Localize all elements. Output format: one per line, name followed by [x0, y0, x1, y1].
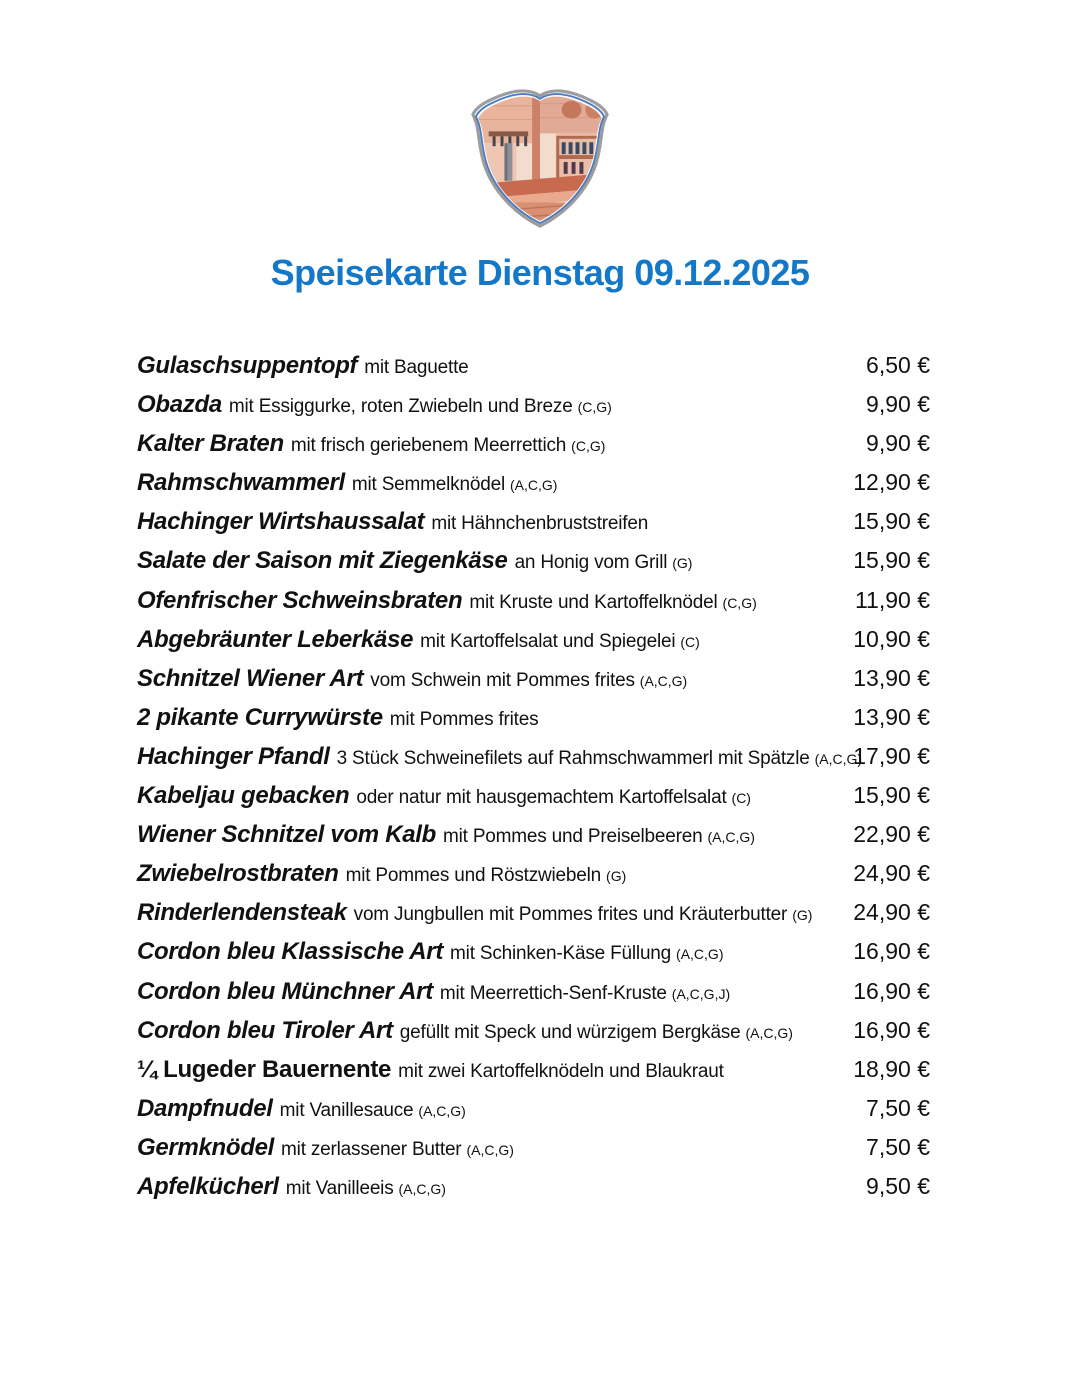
menu-list	[137, 346, 930, 1206]
dish-description: mit Kruste und Kartoffelknödel	[469, 591, 718, 613]
menu-item-row	[137, 698, 930, 737]
dish-description: mit Meerrettich-Senf-Kruste	[439, 982, 667, 1004]
dish-description: mit Baguette	[364, 357, 469, 378]
dish-price: 16,90 €	[853, 1016, 930, 1043]
dish-name: Germknödel	[137, 1133, 275, 1161]
allergen-codes: (C,G)	[577, 399, 612, 416]
dish-price: 9,90 €	[866, 430, 930, 457]
menu-item-row	[137, 972, 930, 1011]
dish-name: Salate der Saison mit Ziegenkäse	[137, 547, 508, 575]
menu-item-text	[137, 776, 751, 818]
allergen-codes: (A,C,G)	[398, 1180, 446, 1197]
dish-description: mit Vanillesauce	[279, 1099, 414, 1121]
dish-name: Hachinger Wirtshaussalat	[137, 508, 425, 536]
dish-name: Kalter Braten	[137, 430, 284, 458]
dish-name: Cordon bleu Tiroler Art	[137, 1016, 393, 1044]
menu-item-text	[137, 1128, 514, 1170]
menu-item-row	[137, 776, 930, 815]
menu-item-text	[137, 346, 469, 388]
menu-item-row	[137, 659, 930, 698]
allergen-codes: (C)	[680, 633, 700, 650]
menu-item-text	[137, 581, 757, 623]
menu-item-text	[137, 1050, 724, 1092]
allergen-codes: (A,C,G)	[418, 1102, 466, 1119]
menu-item-text	[137, 385, 612, 427]
dish-description: mit Pommes und Röstzwiebeln	[345, 865, 602, 887]
dish-name: Ofenfrischer Schweinsbraten	[137, 586, 463, 614]
dish-price: 18,90 €	[853, 1055, 930, 1082]
allergen-codes: (G)	[792, 907, 813, 924]
dish-description: 3 Stück Schweinefilets auf Rahmschwammerl mit Spätzle	[336, 747, 810, 769]
dish-description: mit Hähnchenbruststreifen	[431, 513, 649, 535]
dish-price: 9,50 €	[866, 1172, 930, 1199]
menu-item-row	[137, 1128, 930, 1167]
crest-shield-icon	[457, 86, 623, 234]
dish-name: Rahmschwammerl	[137, 469, 345, 497]
menu-item-text	[137, 1011, 793, 1053]
dish-name: Schnitzel Wiener Art	[137, 664, 364, 692]
dish-price: 9,90 €	[866, 391, 930, 418]
menu-item-text	[137, 620, 700, 662]
allergen-codes: (A,C,G)	[509, 477, 558, 494]
menu-item-text	[137, 424, 605, 466]
menu-item-row	[137, 1167, 930, 1206]
menu-item-text	[137, 659, 687, 701]
dish-description: mit Schinken-Käse Füllung	[450, 943, 672, 965]
allergen-codes: (C,G)	[571, 438, 606, 455]
menu-item-text	[137, 972, 730, 1014]
menu-item-text	[137, 932, 724, 974]
dish-name: Gulaschsuppentopf	[137, 352, 358, 379]
menu-item-text	[137, 1167, 446, 1209]
dish-description: vom Schwein mit Pommes frites	[370, 669, 635, 691]
dish-price: 24,90 €	[853, 899, 930, 926]
menu-item-row	[137, 541, 930, 580]
menu-item-text	[137, 463, 557, 505]
dish-price: 24,90 €	[853, 860, 930, 887]
dish-price: 15,90 €	[853, 508, 930, 535]
menu-item-row	[137, 1050, 930, 1089]
dish-name: Hachinger Pfandl	[137, 742, 330, 770]
menu-item-row	[137, 581, 930, 620]
dish-description: mit Kartoffelsalat und Spiegelei	[420, 630, 676, 652]
dish-price: 16,90 €	[853, 938, 930, 965]
dish-name: Cordon bleu Münchner Art	[137, 977, 433, 1005]
allergen-codes: (A,C,G)	[707, 829, 755, 846]
menu-item-text	[137, 698, 538, 740]
menu-item-row	[137, 385, 930, 424]
menu-item-text	[137, 893, 812, 935]
dish-price: 12,90 €	[853, 469, 930, 496]
dish-name: Abgebräunter Leberkäse	[137, 625, 414, 653]
dish-description: mit zerlassener Butter	[281, 1138, 462, 1160]
allergen-codes: (G)	[672, 555, 693, 572]
dish-price: 15,90 €	[853, 547, 930, 574]
menu-item-row	[137, 1089, 930, 1128]
allergen-codes: (A,C,G)	[639, 672, 688, 689]
menu-item-text	[137, 815, 755, 857]
dish-name: Obazda	[137, 391, 222, 419]
dish-description: mit Semmelknödel	[351, 474, 505, 496]
menu-item-text	[137, 1089, 466, 1131]
menu-item-row	[137, 854, 930, 893]
menu-item-row	[137, 737, 930, 776]
dish-description: mit frisch geriebenem Meerrettich	[290, 435, 567, 457]
dish-price: 11,90 €	[854, 586, 930, 613]
restaurant-crest-logo	[457, 86, 623, 234]
dish-name: Wiener Schnitzel vom Kalb	[137, 821, 437, 849]
menu-item-text	[137, 502, 648, 544]
menu-item-row	[137, 346, 930, 385]
dish-price: 13,90 €	[853, 664, 930, 691]
dish-price: 16,90 €	[853, 977, 930, 1004]
menu-item-text	[137, 854, 626, 896]
dish-price: 22,90 €	[853, 821, 930, 848]
dish-description: mit Pommes und Preiselbeeren	[443, 826, 703, 848]
menu-item-row	[137, 932, 930, 971]
allergen-codes: (C)	[731, 790, 751, 807]
dish-description: oder natur mit hausgemachtem Kartoffelsalat	[356, 787, 727, 809]
dish-description: mit Vanilleeis	[285, 1177, 394, 1199]
menu-item-row	[137, 463, 930, 502]
menu-item-row	[137, 424, 930, 463]
page-title: Speisekarte Dienstag 09.12.2025	[270, 252, 810, 293]
allergen-codes: (A,C,G,J)	[671, 985, 731, 1002]
dish-price: 17,90 €	[853, 742, 930, 769]
menu-item-row	[137, 815, 930, 854]
menu-item-row	[137, 620, 930, 659]
dish-price: 6,50 €	[866, 352, 930, 378]
menu-item-text	[137, 541, 692, 583]
dish-name: Cordon bleu Klassische Art	[137, 938, 444, 966]
dish-price: 15,90 €	[853, 782, 930, 809]
allergen-codes: (A,C,G)	[466, 1141, 514, 1158]
dish-price: 10,90 €	[853, 625, 930, 652]
dish-description: mit zwei Kartoffelknödeln und Blaukraut	[398, 1060, 724, 1082]
dish-description: mit Essiggurke, roten Zwiebeln und Breze	[228, 396, 573, 418]
allergen-codes: (G)	[606, 868, 627, 885]
dish-price: 13,90 €	[853, 703, 930, 730]
dish-name: Rinderlendensteak	[137, 899, 347, 927]
dish-price: 7,50 €	[866, 1094, 930, 1121]
menu-item-row	[137, 1011, 930, 1050]
allergen-codes: (A,C,G)	[745, 1024, 793, 1041]
dish-name: Dampfnudel	[137, 1094, 273, 1122]
menu-item-row	[137, 893, 930, 932]
allergen-codes: (C,G)	[722, 594, 757, 611]
dish-name: Kabeljau gebacken	[137, 782, 350, 810]
dish-price: 7,50 €	[866, 1133, 930, 1160]
dish-name: Zwiebelrostbraten	[137, 860, 339, 888]
allergen-codes: (A,C,G)	[676, 946, 724, 963]
dish-name: 2 pikante Currywürste	[137, 703, 383, 731]
dish-description: mit Pommes frites	[389, 708, 539, 730]
menu-item-row	[137, 502, 930, 541]
menu-item-text	[137, 737, 863, 779]
dish-name: ¼ Lugeder Bauernente	[137, 1055, 392, 1083]
allergen-codes: (A,C,G)	[814, 750, 863, 767]
dish-name: Apfelkücherl	[137, 1172, 279, 1200]
dish-description: an Honig vom Grill	[514, 552, 668, 574]
dish-description: gefüllt mit Speck und würzigem Bergkäse	[399, 1021, 741, 1043]
dish-description: vom Jungbullen mit Pommes frites und Kräuterbutter	[353, 904, 788, 926]
